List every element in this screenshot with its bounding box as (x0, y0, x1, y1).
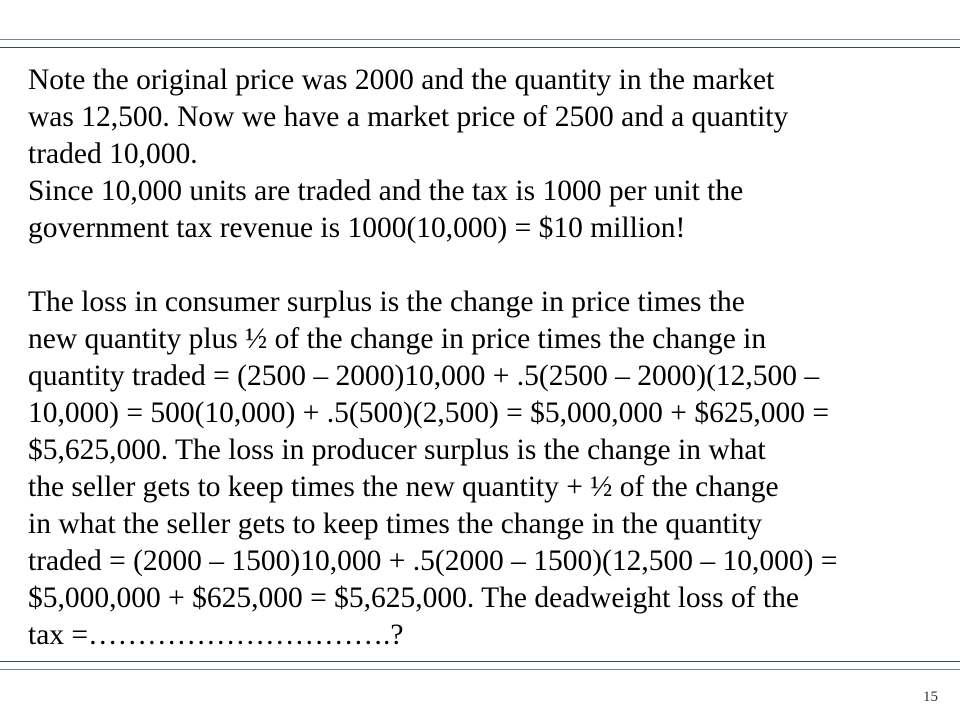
slide-body-text (28, 62, 940, 654)
bottom-divider-thin (0, 669, 960, 670)
top-divider-dark (0, 47, 960, 48)
paragraph-surplus-loss: The loss in consumer surplus is the change in price times the new quantity plus ½ of the change in price times the change in quantity traded = (2500 – 2000)10,000 + .5(2500 – 2000)(12,500 – 10,000) = 500(10,000) + .5(500)(2,500) = $5,000,000 + $625,000 = $5,625,000. The loss in producer surplus is the change in what the seller gets to keep times the new quantity + ½ of the change in what the seller gets to keep times the change in the quantity traded = (2000 – 1500)10,000 + .5(2000 – 1500)(12,500 – 10,000) = $5,000,000 + $625,000 = $5,625,000. The deadweight loss of the tax =………………………….? (28, 286, 838, 651)
paragraph-tax-revenue: Since 10,000 units are traded and the tax is 1000 per unit the government tax revenue is 1000(10,000) = $10 million! (28, 175, 744, 244)
paragraph-original-vs-new-market: Note the original price was 2000 and the quantity in the market was 12,500. Now we have a market price of 2500 and a quantity traded 10,000. (28, 64, 789, 170)
slide-number: 15 (923, 689, 938, 705)
top-divider-thin (0, 39, 960, 40)
bottom-divider-dark (0, 661, 960, 662)
